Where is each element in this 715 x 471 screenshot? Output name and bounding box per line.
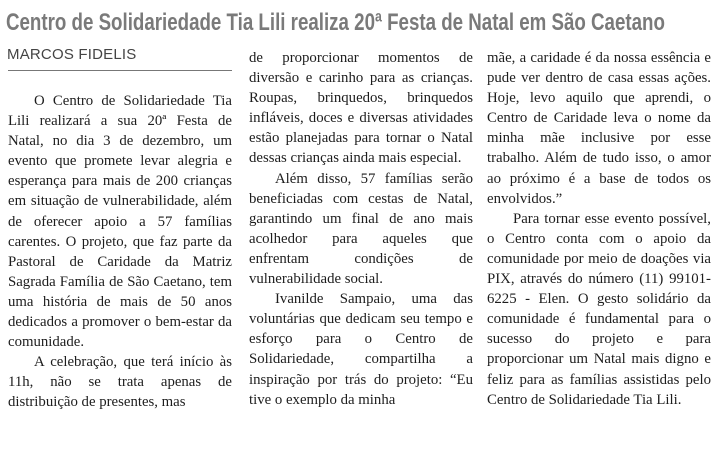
paragraph-celebration-end: de proporcionar momentos de diversão e carinho para as crianças. Roupas, brinquedos, brinquedos infláveis, doces e diversas atividades estão planejadas para tornar o Natal dessas crianças ainda mais especial.	[249, 50, 473, 167]
author-byline: MARCOS FIDELIS	[7, 46, 137, 63]
article-headline: Centro de Solidariedade Tia Lili realiza 20ª Festa de Natal em São Caetano	[6, 9, 665, 36]
paragraph-donations: Para tornar esse evento possível, o Centro conta com o apoio da comunidade por meio de doações via PIX, através do número (11) 99101-6225 - Elen. O gesto solidário da comunidade é fundamental para o sucesso do projeto e para proporcionar um Natal mais digno e feliz para as famílias assistidas pelo Centro de Solidariedade Tia Lili.	[487, 210, 711, 408]
paragraph-volunteer-quote-end: mãe, a caridade é da nossa essência e pude ver dentro de casa essas ações. Hoje, levo aquilo que aprendi, o Centro de Caridade leva o nome da minha mãe inclusive por esse trabalho. Além de tudo isso, o amor ao próximo é a base de todos os envolvidos.”	[487, 50, 711, 207]
article-column-2	[249, 48, 473, 410]
article-column-1	[8, 91, 232, 413]
article-column-3	[487, 48, 711, 410]
paragraph-families: Além disso, 57 famílias serão beneficiadas com cestas de Natal, garantindo um final de ano mais acolhedor para aqueles que enfrentam condições de vulnerabilidade social.	[249, 170, 473, 288]
byline-divider	[8, 70, 232, 71]
paragraph-celebration-start: A celebração, que terá início às 11h, não se trata apenas de distribuição de presentes, mas	[8, 354, 232, 411]
paragraph-intro: O Centro de Solidariedade Tia Lili realizará a sua 20ª Festa de Natal, no dia 3 de dezembro, um evento que promete levar alegria e esperança para mais de 200 crianças em situação de vulnerabilidade, além de oferecer apoio a 57 famílias carentes. O projeto, que faz parte da Pastoral de Caridade da Matriz Sagrada Família de São Caetano, tem uma história de mais de 50 anos dedicados a promover o bem-estar da comunidade.	[8, 93, 232, 351]
paragraph-volunteer-quote-start: Ivanilde Sampaio, uma das voluntárias que dedicam seu tempo e esforço para o Centro de Solidariedade, compartilha a inspiração por trás do projeto: “Eu tive o exemplo da minha	[249, 291, 473, 408]
